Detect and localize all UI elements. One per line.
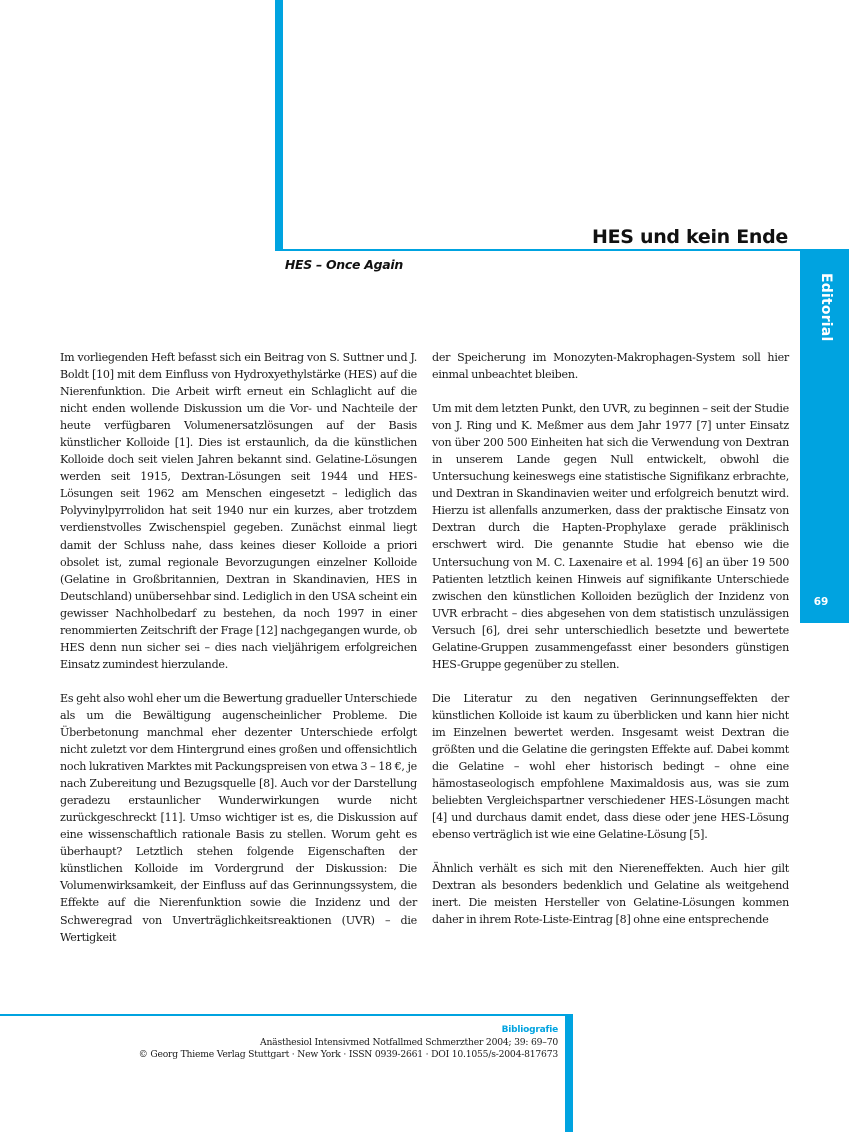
body-column-left — [60, 349, 417, 963]
footer-accent-bar — [565, 1014, 573, 1132]
section-label-text: Editorial — [818, 273, 834, 342]
title-rule — [275, 249, 849, 251]
citation-line: Anästhesiol Intensivmed Notfallmed Schmerzther 2004; 39: 69–70 — [260, 1036, 558, 1048]
paragraph: Um mit dem letzten Punkt, den UVR, zu beginnen – seit der Studie von J. Ring und K. Meßmer aus dem Jahr 1977 [7] unter Einsatz von über 200 500 Einheiten hat sich die Verwendung von Dextran in unserem Lande gegen Null entwickelt, obwohl die Untersuchung keineswegs eine statistische Signifikanz erbrachte, und Dextran in Skandinavien weiter und erfolgreich benutzt wird. Hierzu ist allenfalls anzumerken, dass der praktische Einsatz von Dextran durch die Hapten-Prophylaxe gerade präklinisch erschwert wird. Die genannte Studie hat ebenso wie die Untersuchung von M. C. Laxenaire et al. 1994 [6] an über 19 500 Patienten letztlich keinen Hinweis auf signifikante Unterschiede zwischen den künstlichen Kolloiden bezüglich der Inzidenz von UVR erbracht – dies abgesehen von dem statistisch unzulässigen Versuch [6], drei sehr unterschiedlich besetzte und bewertete Gelatine-Gruppen zusammengefasst einer besonders günstigen HES-Gruppe gegenüber zu stellen. — [432, 402, 789, 671]
article-title: HES und kein Ende — [591, 226, 788, 248]
section-label — [800, 273, 849, 343]
body-column-right — [432, 349, 789, 945]
paragraph: Ähnlich verhält es sich mit den Niereneffekten. Auch hier gilt Dextran als besonders bedenklich und Gelatine als weitgehend inert. Die meisten Hersteller von Gelatine-Lösungen kommen daher in ihrem Rote-Liste-Eintrag [8] ohne eine entsprechende — [432, 862, 789, 927]
paragraph: der Speicherung im Monozyten-Makrophagen-System soll hier einmal unbeachtet bleiben. — [432, 351, 789, 382]
paragraph: Die Literatur zu den negativen Gerinnungseffekten der künstlichen Kolloide ist kaum zu überblicken und kann hier nicht im Einzelnen bewertet werden. Insgesamt weist Dextran die größten und die Gelatine die geringsten Effekte auf. Dabei kommt die Gelatine – wohl eher historisch bedingt – ohne eine hämostaseologisch empfohlene Maximaldosis aus, was sie zum beliebten Vergleichspartner verschiedener HES-Lösungen macht [4] und durchaus damit endet, dass diese oder jene HES-Lösung ebenso verträglich ist wie eine Gelatine-Lösung [5]. — [432, 691, 789, 842]
page-number: 69 — [813, 596, 829, 608]
publisher-line: © Georg Thieme Verlag Stuttgart · New York · ISSN 0939-2661 · DOI 10.1055/s-2004-817673 — [138, 1049, 558, 1060]
footer-rule — [0, 1014, 572, 1016]
bibliography-footer — [0, 1024, 558, 1062]
bibliography-heading: Bibliografie — [501, 1025, 558, 1035]
accent-bar-top — [275, 0, 283, 250]
paragraph: Es geht also wohl eher um die Bewertung gradueller Unterschiede als um die Bewältigung augenscheinlicher Probleme. Die Überbetonung manchmal eher dezenter Unterschiede erfolgt nicht zuletzt vor dem Hintergrund eines großen und offensichtlich noch lukrativen Marktes mit Packungspreisen von etwa 3 – 18 €, je nach Zubereitung und Bezugsquelle [8]. Auch vor der Darstellung geradezu erstaunlicher Wunderwirkungen wurde nicht zurückgeschreckt [11]. Umso wichtiger ist es, die Diskussion auf eine wissenschaftlich rationale Basis zu stellen. Worum geht es überhaupt? Letztlich stehen folgende Eigenschaften der künstlichen Kolloide im Vordergrund der Diskussion: Die Volumenwirksamkeit, der Einfluss auf das Gerinnungssystem, die Effekte auf die Nierenfunktion sowie die Inzidenz und der Schweregrad von Unverträglichkeitsreaktionen (UVR) – die Wertigkeit — [60, 691, 417, 944]
paragraph: Im vorliegenden Heft befasst sich ein Beitrag von S. Suttner und J. Boldt [10] mit dem Einfluss von Hydroxyethylstärke (HES) auf die Nierenfunktion. Die Arbeit wirft erneut ein Schlaglicht auf die nicht enden wollende Diskussion um die Vor- und Nachteile der heute verfügbaren Volumenersatzlösungen auf der Basis künstlicher Kolloide [1]. Dies ist erstaunlich, da die künstlichen Kolloide doch seit vielen Jahren bekannt sind. Gelatine-Lösungen werden seit 1915, Dextran-Lösungen seit 1944 und HES-Lösungen seit 1962 am Menschen eingesetzt – lediglich das Polyvinylpyrrolidon hat seit 1940 nur ein kurzes, aber trotzdem verdienstvolles Zwischenspiel gegeben. Zunächst einmal liegt damit der Schluss nahe, dass keines dieser Kolloide a priori obsolet ist, zumal regionale Bevorzugungen einzelner Kolloide (Gelatine in Großbritannien, Dextran in Skandinavien, HES in Deutschland) unübersehbar sind. Lediglich in den USA scheint ein gewisser Nachholbedarf zu bestehen, da noch 1997 in einer renommierten Zeitschrift der Frage [12] nachgegangen wurde, ob HES denn nun sicher sei – dies nach vieljährigem erfolgreichen Einsatz zumindest hierzulande. — [60, 351, 417, 671]
article-subtitle: HES – Once Again — [284, 257, 403, 272]
